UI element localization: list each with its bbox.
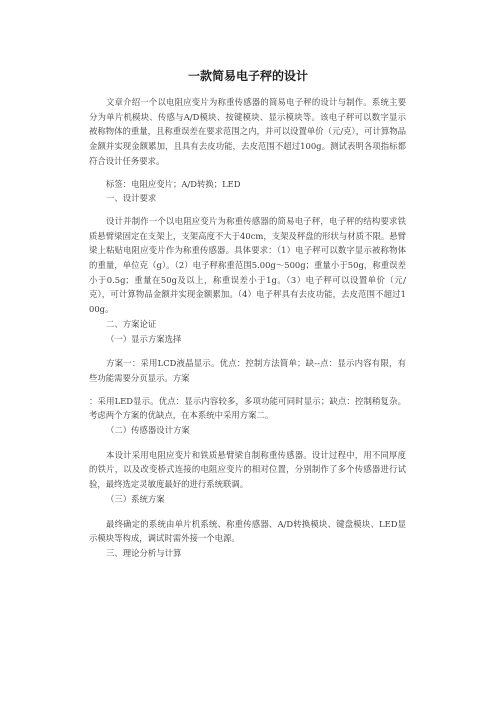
document-body: [89, 95, 406, 561]
subsection-heading-display: （一）显示方案选择: [106, 333, 182, 344]
section-heading-requirements: 一、设计要求: [106, 193, 157, 204]
document-title: 一款简易电子秤的设计: [187, 69, 308, 83]
display-option-two-paragraph: ：采用LED显示。优点：显示内容较多，多项功能可同时显示；缺点：控制稍复杂。考虑两个方案的优缺点，在本系统中采用方案二。: [89, 395, 406, 421]
requirements-paragraph: 设计并制作一个以电阻应变片为称重传感器的简易电子秤，电子秤的结构要求铁质悬臂梁固定在支架上，支架高度不大于40cm，支架及秤盘的形状与材质不限。悬臂梁上粘贴电阻应变片作为称重传感器。具体要求：（1）电子秤可以数字显示被称物体的重量，单位克（g）。（2）电子秤称重范围5.00g～500g；重量小于50g，称重误差小于0.5g；重量在50g及以上，称重误差小于1g。（3）电子秤可以设置单价（元/克），可计算物品金额并实现金额累加。（4）电子秤具有去皮功能，去皮范围不超过100g。: [89, 215, 406, 315]
subsection-heading-sensor: （二）传感器设计方案: [106, 425, 190, 436]
display-option-one-paragraph: 方案一：采用LCD液晶显示。优点：控制方法简单；缺--点：显示内容有限，有些功能需要分页显示。方案: [89, 358, 406, 383]
subsection-heading-system: （三）系统方案: [106, 493, 165, 504]
section-heading-analysis: 三、理论分析与计算: [106, 547, 182, 558]
keywords-line: 标签：电阻应变片；A/D转换；LED: [106, 178, 241, 189]
abstract-paragraph: 文章介绍一个以电阻应变片为称重传感器的简易电子秤的设计与制作。系统主要分为单片机模块、传感与A/D模块、按键模块、显示模块等。该电子秤可以数字显示被称物体的重量，且称重误差在要求范围之内，并可以设置单价（元/克），可计算物品金额并实现金额累加，且具有去皮功能，去皮范围不超过100g。测试表明各项指标都符合设计任务要求。: [89, 97, 406, 166]
sensor-paragraph: 本设计采用电阻应变片和铁质悬臂梁自制称重传感器。设计过程中，用不同厚度的铁片，以及改变桥式连接的电阻应变片的相对位置，分别制作了多个传感器进行试验，最终选定灵敏度最好的进行系统联调。: [89, 449, 406, 490]
section-heading-scheme: 二、方案论证: [106, 318, 157, 329]
system-paragraph: 最终确定的系统由单片机系统、称重传感器、A/D转换模块、键盘模块、LED显示模块等构成，调试时需外接一个电源。: [89, 518, 406, 544]
